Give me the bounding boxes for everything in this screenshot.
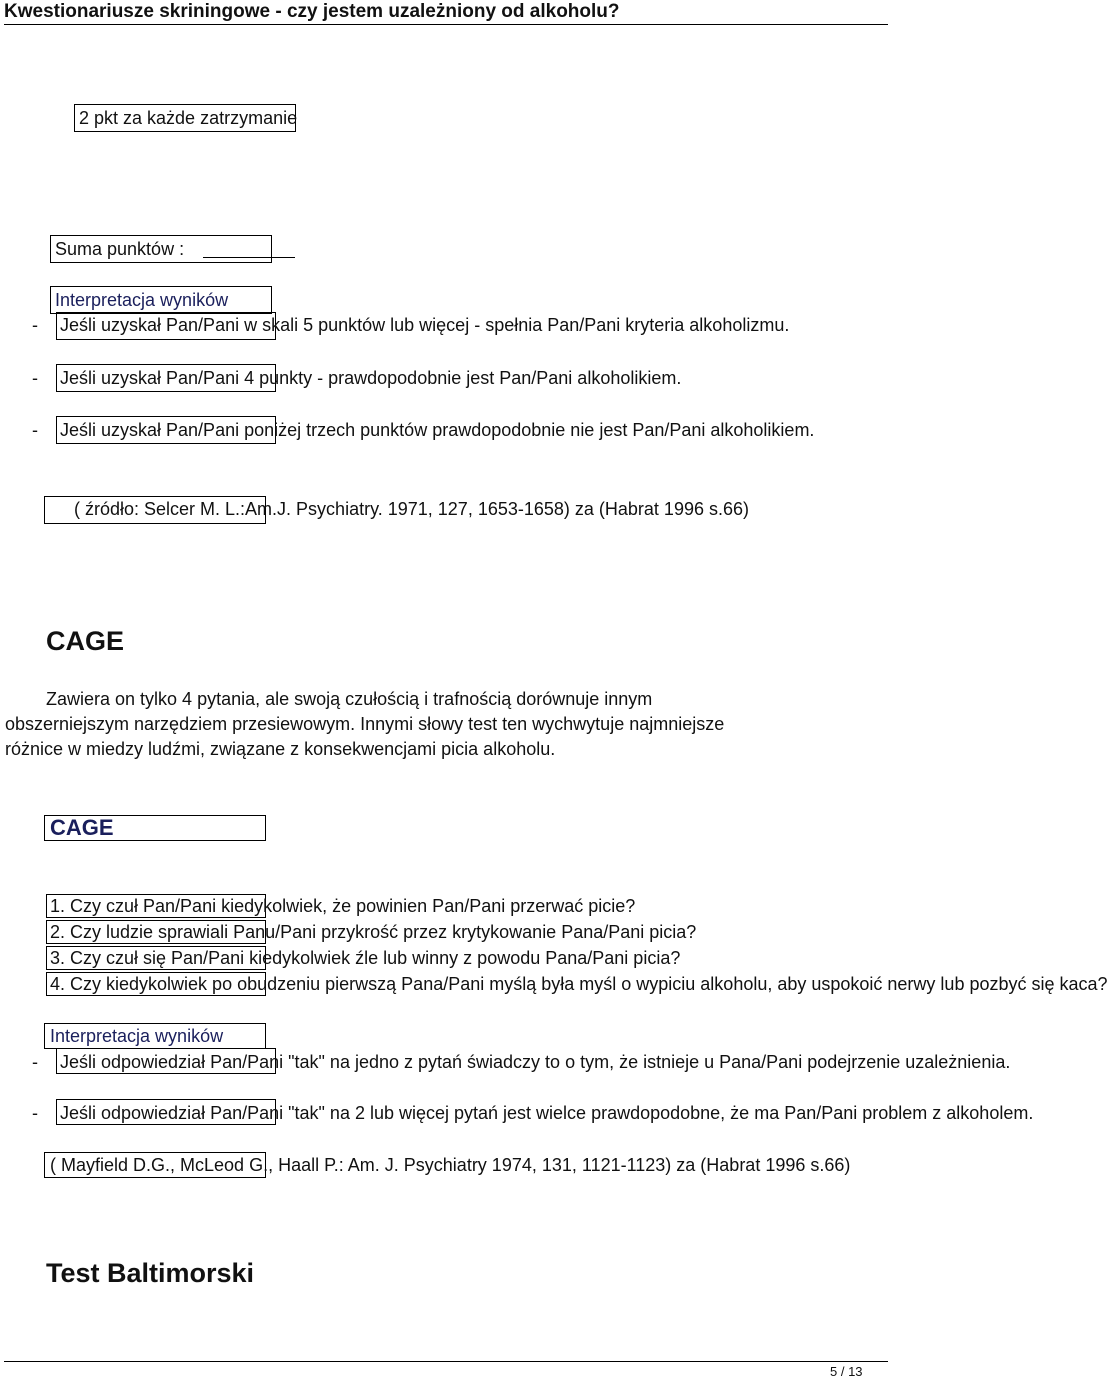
cage-source-citation: ( Mayfield D.G., McLeod G., Haall P.: Am. J. Psychiatry 1974, 131, 1121-1123) za (Habrat 1996 s.66): [50, 1155, 851, 1175]
cage-intro-line: różnice w miedzy ludźmi, związane z konsekwencjami picia alkoholu.: [5, 739, 556, 759]
page-number: 5 / 13: [830, 1364, 863, 1379]
cage-interpretation-dash: -: [32, 1052, 38, 1072]
interpretation-dash: -: [32, 368, 38, 388]
cage-intro-line: Zawiera on tylko 4 pytania, ale swoją czułością i trafnością dorównuje innym: [46, 689, 653, 709]
cage-interpretation-dash: -: [32, 1103, 38, 1123]
interpretation-item: Jeśli uzyskał Pan/Pani poniżej trzech punktów prawdopodobnie nie jest Pan/Pani alkoholikiem.: [60, 420, 815, 440]
points-note: 2 pkt za każde zatrzymanie: [79, 108, 298, 128]
sum-label: Suma punktów :: [55, 239, 185, 259]
cage-question: 2. Czy ludzie sprawiali Panu/Pani przykrość przez krytykowanie Pana/Pani picia?: [50, 922, 697, 942]
cage-interpretation-item: Jeśli odpowiedział Pan/Pani "tak" na jedno z pytań świadczy to o tym, że istnieje u Pana/Pani podejrzenie uzależnienia.: [60, 1052, 1011, 1072]
baltimore-heading: Test Baltimorski: [46, 1258, 255, 1288]
cage-interpretation-item: Jeśli odpowiedział Pan/Pani "tak" na 2 lub więcej pytań jest wielce prawdopodobne, że ma Pan/Pani problem z alkoholem.: [60, 1103, 1034, 1123]
sum-blank-line: [203, 257, 295, 258]
footer-divider: [4, 1361, 888, 1362]
interpretation-item: Jeśli uzyskał Pan/Pani w skali 5 punktów lub więcej - spełnia Pan/Pani kryteria alkoholizmu.: [60, 315, 790, 335]
cage-question: 4. Czy kiedykolwiek po obudzeniu pierwszą Pana/Pani myślą była myśl o wypiciu alkoholu, aby uspokoić nerwy lub pozbyć się kaca?: [50, 974, 1108, 994]
cage-interpretation-heading: Interpretacja wyników: [50, 1026, 224, 1046]
document-title: Kwestionariusze skriningowe - czy jestem uzależniony od alkoholu?: [4, 1, 620, 22]
interpretation-heading: Interpretacja wyników: [55, 290, 229, 310]
interpretation-dash: -: [32, 420, 38, 440]
source-citation: ( źródło: Selcer M. L.:Am.J. Psychiatry. 1971, 127, 1653-1658) za (Habrat 1996 s.66): [74, 499, 749, 519]
cage-subtitle: CAGE: [50, 815, 114, 840]
header-divider: [4, 24, 888, 25]
cage-question: 1. Czy czuł Pan/Pani kiedykolwiek, że powinien Pan/Pani przerwać picie?: [50, 896, 636, 916]
interpretation-item: Jeśli uzyskał Pan/Pani 4 punkty - prawdopodobnie jest Pan/Pani alkoholikiem.: [60, 368, 682, 388]
interpretation-dash: -: [32, 315, 38, 335]
cage-intro-line: obszerniejszym narzędziem przesiewowym. Innymi słowy test ten wychwytuje najmniejsze: [5, 714, 725, 734]
cage-heading: CAGE: [46, 626, 125, 656]
cage-question: 3. Czy czuł się Pan/Pani kiedykolwiek źle lub winny z powodu Pana/Pani picia?: [50, 948, 681, 968]
